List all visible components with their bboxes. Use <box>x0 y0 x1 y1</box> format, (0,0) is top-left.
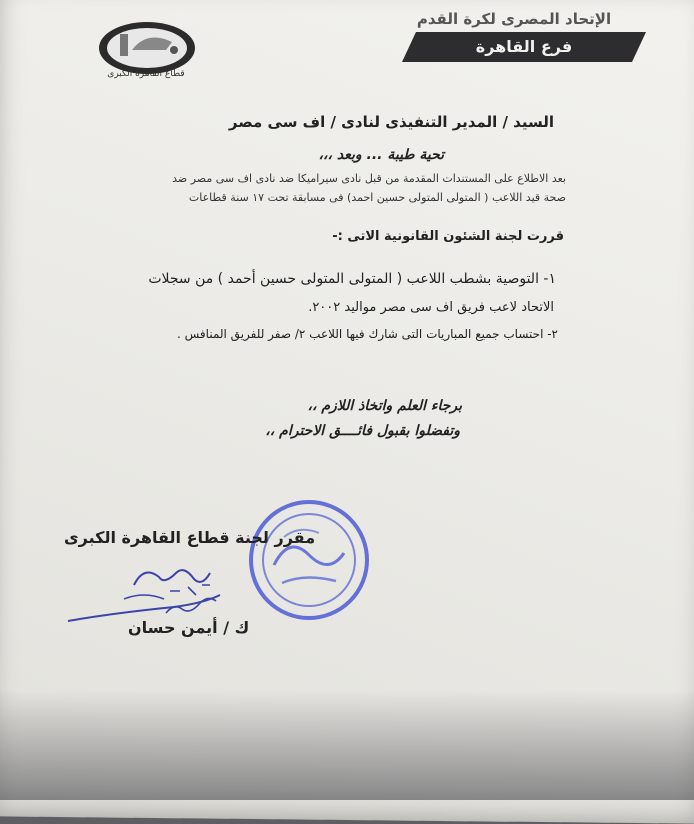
decision-item-1: ١- التوصية بشطب اللاعب ( المتولى المتولى حسين أحمد ) من سجلات <box>148 271 556 287</box>
addressee: السيد / المدير التنفيذى لنادى / اف سى مصر <box>228 113 554 131</box>
closing-line-1: برجاء العلم واتخاذ اللازم ،، <box>307 398 462 414</box>
federation-name: الإتحاد المصرى لكرة القدم <box>416 10 612 28</box>
branch-name: فرع القاهرة <box>475 37 573 56</box>
body-line-1: بعد الاطلاع على المستندات المقدمة من قبل نادى سيراميكا ضد نادى اف سى مصر ضد <box>172 172 566 185</box>
handwritten-date <box>160 573 220 619</box>
branch-banner <box>402 32 646 62</box>
photo-shadow <box>0 690 694 800</box>
official-stamp <box>244 495 374 625</box>
decision-intro: قررت لجنة الشئون القانونية الاتى :- <box>332 229 564 244</box>
signatory-name: ك / أيمن حسان <box>128 618 250 637</box>
logo-caption: قطاع القاهرة الكبرى <box>107 69 185 79</box>
greeting: تحية طيبة ... وبعد ،،، <box>318 147 444 163</box>
signatory-title: مقرر لجنة قطاع القاهرة الكبرى <box>64 528 316 547</box>
body-line-2: صحة قيد اللاعب ( المتولى المتولى حسين احمد) فى مسابقة تحت ١٧ سنة قطاعات <box>188 191 566 204</box>
decision-item-2: ٢- احتساب جميع المباريات التى شارك فيها اللاعب ٢/ صفر للفريق المنافس . <box>177 327 558 341</box>
decision-item-1-cont: الاتحاد لاعب فريق اف سى مصر مواليد ٢٠٠٢. <box>308 300 554 315</box>
closing-line-2: وتفضلوا بقبول فائــــق الاحترام ،، <box>265 423 460 439</box>
